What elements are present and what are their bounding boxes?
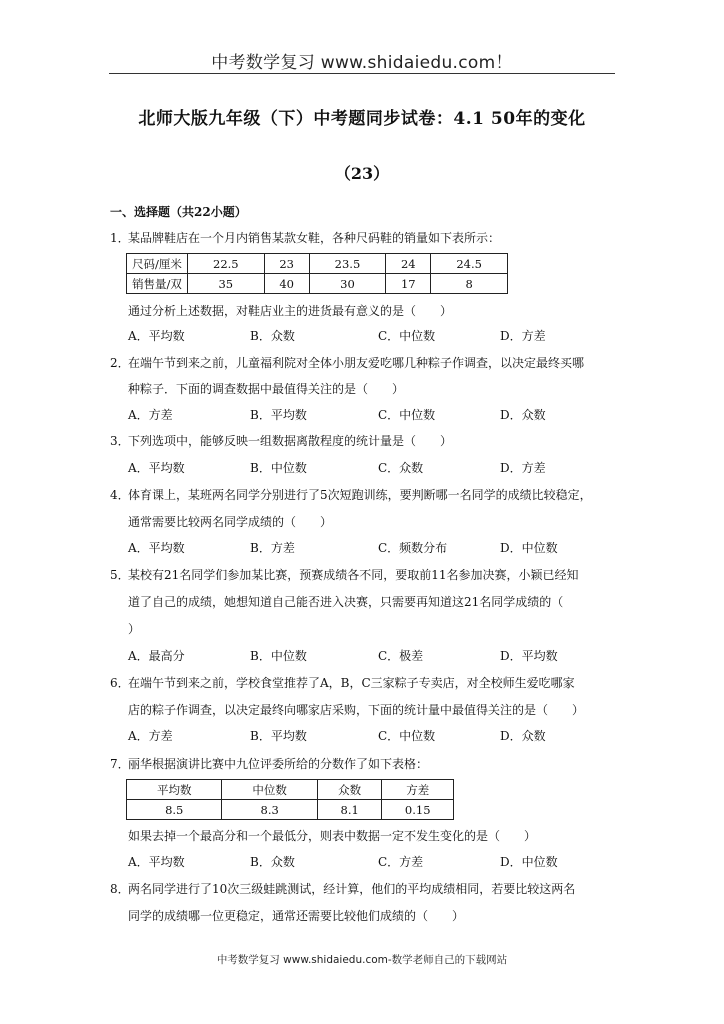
- table-cell: 8.5: [127, 800, 222, 820]
- option-d: D．众数: [500, 729, 546, 743]
- question-text: 店的粽子作调查，以决定最终向哪家店采购，下面的统计量中最值得关注的是（ ）: [128, 703, 585, 717]
- option-b: B．中位数: [250, 649, 307, 663]
- option-a: A．方差: [128, 408, 173, 422]
- section-title: 一、选择题（共22小题）: [110, 205, 247, 219]
- question-text: 下列选项中，能够反映一组数据离散程度的统计量是（ ）: [128, 434, 453, 448]
- question-text: 丽华根据演讲比赛中九位评委所给的分数作了如下表格：: [128, 757, 429, 771]
- question-text: 某品牌鞋店在一个月内销售某款女鞋，各种尺码鞋的销量如下表所示：: [128, 231, 501, 245]
- table-cell: 0.15: [382, 800, 454, 820]
- question-text: 在端午节到来之前，儿童福利院对全体小朋友爱吃哪几种粽子作调查，以决定最终买哪: [128, 356, 585, 370]
- option-d: D．平均数: [500, 649, 558, 663]
- table-cell: 17: [386, 274, 431, 294]
- document-subtitle: （23）: [334, 164, 390, 183]
- table-cell: 8: [431, 274, 508, 294]
- option-a: A．平均数: [128, 329, 185, 343]
- question-number: 2．: [110, 356, 130, 370]
- question-text: 同学的成绩哪一位更稳定，通常还需要比较他们成绩的（ ）: [128, 909, 465, 923]
- page-header: 中考数学复习 www.shidaiedu.com！: [211, 53, 513, 73]
- option-c: C．中位数: [378, 329, 436, 343]
- question-text: 体育课上，某班两名同学分别进行了5次短跑训练，要判断哪一名同学的成绩比较稳定，: [128, 488, 592, 502]
- option-a: A．平均数: [128, 541, 185, 555]
- option-d: D．方差: [500, 461, 546, 475]
- table-cell: 平均数: [127, 780, 222, 800]
- option-a: A．平均数: [128, 855, 185, 869]
- table-row: [127, 800, 454, 820]
- option-d: D．方差: [500, 329, 546, 343]
- table-cell: 35: [188, 274, 265, 294]
- question-text: 种粽子．下面的调查数据中最值得关注的是（ ）: [128, 382, 405, 396]
- header-divider: [109, 73, 615, 74]
- question-number: 4．: [110, 488, 130, 502]
- option-a: A．平均数: [128, 461, 185, 475]
- option-b: B．平均数: [250, 729, 307, 743]
- option-d: D．中位数: [500, 541, 558, 555]
- option-c: C．众数: [378, 461, 424, 475]
- option-b: B．众数: [250, 855, 295, 869]
- option-d: D．众数: [500, 408, 546, 422]
- table-cell: 方差: [382, 780, 454, 800]
- question-text: 如果去掉一个最高分和一个最低分，则表中数据一定不发生变化的是（ ）: [128, 829, 537, 843]
- table-cell: 23: [264, 254, 309, 274]
- option-b: B．方差: [250, 541, 295, 555]
- table-row: [127, 780, 454, 800]
- option-b: B．中位数: [250, 461, 307, 475]
- table-cell: 30: [309, 274, 386, 294]
- table-cell: 众数: [317, 780, 382, 800]
- table-cell: 24.5: [431, 254, 508, 274]
- question-number: 3．: [110, 434, 130, 448]
- table-cell: 22.5: [188, 254, 265, 274]
- question-text: 两名同学进行了10次三级蛙跳测试，经计算，他们的平均成绩相同，若要比较这两名: [128, 882, 576, 896]
- option-a: A．最高分: [128, 649, 185, 663]
- document-title: 北师大版九年级（下）中考题同步试卷：4.1 50年的变化: [138, 109, 586, 129]
- table-cell: 40: [264, 274, 309, 294]
- table-cell: 24: [386, 254, 431, 274]
- question-number: 7．: [110, 757, 130, 771]
- option-c: C．中位数: [378, 729, 436, 743]
- question-text: 通过分析上述数据，对鞋店业主的进货最有意义的是（ ）: [128, 304, 453, 318]
- question-text: 通常需要比较两名同学成绩的（ ）: [128, 515, 333, 529]
- option-c: C．中位数: [378, 408, 436, 422]
- table-row: [127, 274, 508, 294]
- option-b: B．众数: [250, 329, 295, 343]
- option-b: B．平均数: [250, 408, 307, 422]
- table-cell: 23.5: [309, 254, 386, 274]
- question-text: 道了自己的成绩，她想知道自己能否进入决赛，只需要再知道这21名同学成绩的（: [128, 595, 564, 609]
- table-cell: 中位数: [222, 780, 317, 800]
- option-c: C．方差: [378, 855, 424, 869]
- score-stats-table: [126, 779, 454, 820]
- page-footer: 中考数学复习 www.shidaiedu.com-数学老师自己的下载网站: [216, 954, 508, 966]
- option-a: A．方差: [128, 729, 173, 743]
- question-number: 5．: [110, 568, 130, 582]
- option-c: C．频数分布: [378, 541, 448, 555]
- table-cell: 8.1: [317, 800, 382, 820]
- question-text: ）: [128, 622, 141, 636]
- table-cell: 8.3: [222, 800, 317, 820]
- question-number: 1．: [110, 231, 130, 245]
- option-d: D．中位数: [500, 855, 558, 869]
- question-number: 6．: [110, 676, 130, 690]
- option-c: C．极差: [378, 649, 424, 663]
- question-text: 在端午节到来之前，学校食堂推荐了A，B，C三家粽子专卖店，对全校师生爱吃哪家: [128, 676, 575, 690]
- question-text: 某校有21名同学们参加某比赛，预赛成绩各不同，要取前11名参加决赛，小颖已经知: [128, 568, 579, 582]
- question-number: 8．: [110, 882, 130, 896]
- table-row: [127, 254, 508, 274]
- table-cell: 销售量/双: [127, 274, 188, 294]
- table-cell: 尺码/厘米: [127, 254, 188, 274]
- shoe-size-table: [126, 253, 508, 294]
